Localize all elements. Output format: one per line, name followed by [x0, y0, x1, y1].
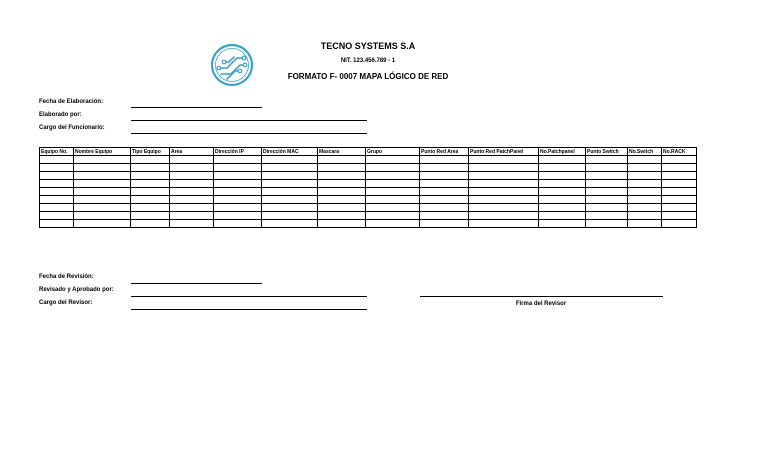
table-cell[interactable]	[586, 212, 628, 220]
company-nit: NIT. 123.456.789 - 1	[340, 58, 396, 64]
table-cell[interactable]	[662, 164, 697, 172]
table-cell[interactable]	[420, 204, 469, 212]
table-cell[interactable]	[586, 172, 628, 180]
table-cell[interactable]	[170, 220, 214, 228]
table-cell[interactable]	[214, 172, 262, 180]
table-cell[interactable]	[366, 204, 420, 212]
table-cell[interactable]	[40, 172, 74, 180]
table-cell[interactable]	[366, 220, 420, 228]
table-cell[interactable]	[74, 164, 131, 172]
table-row	[40, 172, 697, 180]
table-cell[interactable]	[662, 156, 697, 164]
table-cell[interactable]	[170, 212, 214, 220]
table-cell[interactable]	[214, 156, 262, 164]
fecha-revision-field[interactable]	[131, 283, 262, 284]
column-header: Nombre Equipo	[74, 148, 131, 156]
table-cell[interactable]	[74, 180, 131, 188]
revisado-aprobado-field[interactable]	[131, 296, 367, 297]
table-cell[interactable]	[170, 164, 214, 172]
table-cell[interactable]	[539, 220, 586, 228]
table-cell[interactable]	[469, 164, 539, 172]
table-cell[interactable]	[469, 156, 539, 164]
table-cell[interactable]	[40, 196, 74, 204]
table-cell[interactable]	[539, 204, 586, 212]
table-cell[interactable]	[262, 156, 318, 164]
table-cell[interactable]	[262, 180, 318, 188]
column-header: Equipo No.	[40, 148, 74, 156]
column-header: Grupo	[366, 148, 420, 156]
table-cell[interactable]	[318, 180, 366, 188]
table-cell[interactable]	[40, 180, 74, 188]
table-cell[interactable]	[131, 212, 170, 220]
table-cell[interactable]	[318, 204, 366, 212]
table-cell[interactable]	[662, 172, 697, 180]
table-cell[interactable]	[214, 220, 262, 228]
column-header: Dirección IP	[214, 148, 262, 156]
table-cell[interactable]	[469, 204, 539, 212]
table-cell[interactable]	[420, 180, 469, 188]
table-cell[interactable]	[318, 196, 366, 204]
table-cell[interactable]	[40, 156, 74, 164]
table-cell[interactable]	[40, 204, 74, 212]
table-cell[interactable]	[262, 220, 318, 228]
column-header: No.RACK	[662, 148, 697, 156]
elaborado-por-label: Elaborado por:	[39, 112, 82, 118]
table-cell[interactable]	[628, 220, 662, 228]
table-cell[interactable]	[262, 188, 318, 196]
table-cell[interactable]	[586, 220, 628, 228]
table-cell[interactable]	[662, 204, 697, 212]
table-cell[interactable]	[170, 188, 214, 196]
table-cell[interactable]	[420, 220, 469, 228]
table-cell[interactable]	[40, 220, 74, 228]
table-cell[interactable]	[628, 180, 662, 188]
table-cell[interactable]	[131, 156, 170, 164]
table-cell[interactable]	[214, 180, 262, 188]
column-header: No.Patchpanel	[539, 148, 586, 156]
table-cell[interactable]	[469, 180, 539, 188]
table-cell[interactable]	[469, 188, 539, 196]
table-row	[40, 164, 697, 172]
table-cell[interactable]	[628, 196, 662, 204]
table-cell[interactable]	[74, 212, 131, 220]
table-cell[interactable]	[420, 164, 469, 172]
revisado-aprobado-label: Revisado y Aprobado por:	[39, 287, 114, 293]
cargo-revisor-label: Cargo del Revisor:	[39, 300, 93, 306]
table-cell[interactable]	[586, 188, 628, 196]
table-cell[interactable]	[586, 180, 628, 188]
table-cell[interactable]	[366, 188, 420, 196]
table-cell[interactable]	[170, 204, 214, 212]
table-cell[interactable]	[318, 164, 366, 172]
table-cell[interactable]	[214, 188, 262, 196]
table-cell[interactable]	[214, 164, 262, 172]
table-cell[interactable]	[539, 212, 586, 220]
table-row	[40, 212, 697, 220]
fecha-revision-label: Fecha de Revisión:	[39, 274, 94, 280]
table-cell[interactable]	[170, 180, 214, 188]
table-cell[interactable]	[170, 156, 214, 164]
table-cell[interactable]	[40, 164, 74, 172]
table-cell[interactable]	[420, 196, 469, 204]
cargo-funcionario-label: Cargo del Funcionario:	[39, 125, 105, 131]
table-cell[interactable]	[628, 164, 662, 172]
table-cell[interactable]	[131, 188, 170, 196]
table-cell[interactable]	[214, 212, 262, 220]
table-cell[interactable]	[366, 196, 420, 204]
column-header: Tipo Equipo	[131, 148, 170, 156]
table-cell[interactable]	[40, 188, 74, 196]
table-cell[interactable]	[318, 172, 366, 180]
cargo-funcionario-field[interactable]	[131, 133, 367, 134]
table-cell[interactable]	[539, 188, 586, 196]
company-name: TECNO SYSTEMS S.A	[320, 41, 416, 51]
table-cell[interactable]	[420, 188, 469, 196]
column-header: No.Switch	[628, 148, 662, 156]
fecha-elaboracion-label: Fecha de Elaboración:	[39, 99, 104, 105]
table-cell[interactable]	[366, 164, 420, 172]
table-row	[40, 180, 697, 188]
table-row	[40, 204, 697, 212]
firma-revisor-label: Firma del Revisor	[515, 301, 567, 307]
table-header-row	[40, 148, 697, 156]
table-cell[interactable]	[469, 220, 539, 228]
table-cell[interactable]	[662, 220, 697, 228]
column-header: Mascara	[318, 148, 366, 156]
table-cell[interactable]	[586, 156, 628, 164]
column-header: Punto Red PatchPanel	[469, 148, 539, 156]
table-cell[interactable]	[131, 172, 170, 180]
table-cell[interactable]	[662, 188, 697, 196]
table-cell[interactable]	[262, 212, 318, 220]
table-cell[interactable]	[366, 212, 420, 220]
table-cell[interactable]	[628, 212, 662, 220]
table-cell[interactable]	[420, 172, 469, 180]
column-header: Dirección MAC	[262, 148, 318, 156]
table-row	[40, 156, 697, 164]
table-cell[interactable]	[262, 164, 318, 172]
table-cell[interactable]	[74, 220, 131, 228]
elaborado-por-field[interactable]	[131, 120, 367, 121]
table-cell[interactable]	[262, 196, 318, 204]
table-cell[interactable]	[628, 172, 662, 180]
format-title: FORMATO F- 0007 MAPA LÓGICO DE RED	[287, 72, 449, 81]
table-cell[interactable]	[74, 204, 131, 212]
table-cell[interactable]	[170, 172, 214, 180]
table-cell[interactable]	[170, 196, 214, 204]
table-cell[interactable]	[214, 204, 262, 212]
table-cell[interactable]	[262, 204, 318, 212]
table-cell[interactable]	[539, 172, 586, 180]
table-cell[interactable]	[586, 204, 628, 212]
table-cell[interactable]	[469, 212, 539, 220]
firma-revisor-field[interactable]	[420, 296, 663, 297]
table-cell[interactable]	[262, 172, 318, 180]
table-cell[interactable]	[366, 172, 420, 180]
table-cell[interactable]	[539, 164, 586, 172]
table-cell[interactable]	[74, 196, 131, 204]
table-cell[interactable]	[628, 156, 662, 164]
table-cell[interactable]	[318, 188, 366, 196]
table-cell[interactable]	[586, 196, 628, 204]
table-cell[interactable]	[469, 196, 539, 204]
table-cell[interactable]	[131, 196, 170, 204]
column-header: Punto Switch	[586, 148, 628, 156]
column-header: Area	[170, 148, 214, 156]
table-row	[40, 188, 697, 196]
table-cell[interactable]	[628, 204, 662, 212]
table-row	[40, 196, 697, 204]
fecha-elaboracion-field[interactable]	[131, 107, 262, 108]
table-cell[interactable]	[366, 180, 420, 188]
table-cell[interactable]	[318, 156, 366, 164]
table-cell[interactable]	[74, 156, 131, 164]
table-cell[interactable]	[74, 188, 131, 196]
network-map-table	[39, 147, 697, 228]
table-cell[interactable]	[74, 172, 131, 180]
table-cell[interactable]	[318, 212, 366, 220]
cargo-revisor-field[interactable]	[131, 309, 367, 310]
table-cell[interactable]	[131, 164, 170, 172]
table-cell[interactable]	[539, 196, 586, 204]
table-cell[interactable]	[131, 220, 170, 228]
table-row	[40, 220, 697, 228]
table-cell[interactable]	[420, 212, 469, 220]
table-cell[interactable]	[131, 180, 170, 188]
table-cell[interactable]	[539, 180, 586, 188]
column-header: Punto Red Area	[420, 148, 469, 156]
table-cell[interactable]	[318, 220, 366, 228]
table-cell[interactable]	[662, 180, 697, 188]
table-cell[interactable]	[40, 212, 74, 220]
table-cell[interactable]	[131, 204, 170, 212]
table-cell[interactable]	[469, 172, 539, 180]
table-cell[interactable]	[662, 212, 697, 220]
table-cell[interactable]	[366, 156, 420, 164]
table-cell[interactable]	[420, 156, 469, 164]
table-cell[interactable]	[214, 196, 262, 204]
table-cell[interactable]	[539, 156, 586, 164]
table-cell[interactable]	[662, 196, 697, 204]
table-cell[interactable]	[628, 188, 662, 196]
table-cell[interactable]	[586, 164, 628, 172]
